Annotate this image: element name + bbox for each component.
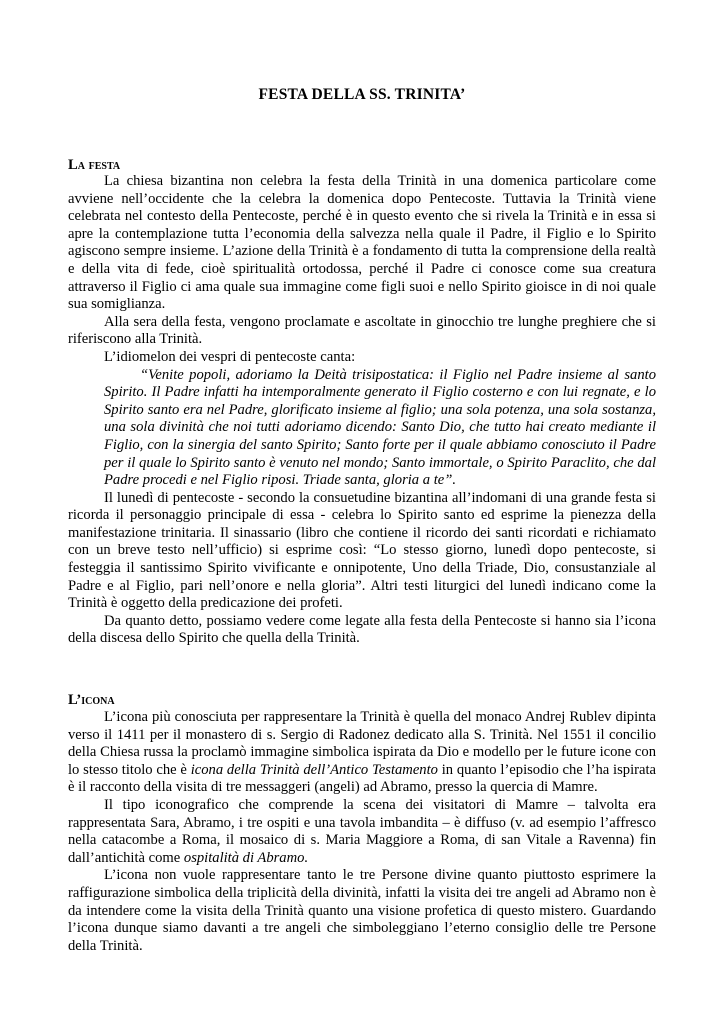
paragraph-icona-1: [68, 709, 656, 797]
paragraph-festa-1: La chiesa bizantina non celebra la festa della Trinità in una domenica particolare come avviene nell’occidente che la celebra la domenica dopo Pentecoste. Tuttavia la Trinità viene celebrata nel contesto della Pentecoste, perché è in questo evento che si rivela la Trinità e in essa si apre la contemplazione tutta l’economia della salvezza nella quale il Padre, il Figlio e lo Spirito agiscono sempre insieme. L’azione della Trinità è a fondamento di tutta la comprensione della realtà e della vita di fede, cioè spiritualità ortodossa, perché il Padre ci conosce come sua creatura attraverso il Figlio ci ama quale sua immagine come figli suoi e nello Spirito gioisce in di noi quale sua somiglianza.: [68, 173, 656, 313]
paragraph-icona-1-text-a: L’icona più conosciuta per rappresentare la Trinità è quella del monaco Andrej Rublev dipinta verso il 1411 per il monastero di s. Sergio di Radonez dedicato alla S. Trinità. Nel 1551 il concilio della Chiesa russa la proclamò immagine simbolica ispirata da Dio e modello per le future icone con lo stesso titolo che è: [68, 709, 656, 778]
paragraph-icona-1-text-b: in quanto l’episodio che l’ha ispirata è il racconto della visita di tre messaggeri (angeli) ad Abramo, presso la quercia di Mamre.: [68, 761, 656, 796]
page-title: FESTA DELLA SS. TRINITA’: [258, 86, 466, 103]
paragraph-icona-2-emphasis: ospitalità di Abramo.: [183, 849, 309, 866]
paragraph-icona-2-text-a: Il tipo iconografico che comprende la scena dei visitatori di Mamre – talvolta era rappresentata Sara, Abramo, i tre ospiti e una tavola imbandita – è diffuso (v. ad esempio l’affresco nella catacombe a Roma, il mosaico di s. Maria Maggiore a Roma, di san Vitale a Ravenna) fin dall’antichità come: [68, 796, 656, 866]
section-heading-icona: L’icona: [68, 692, 115, 708]
paragraph-festa-3: L’idiomelon dei vespri di pentecoste canta:: [104, 348, 356, 365]
paragraph-icona-3: L’icona non vuole rappresentare tanto le tre Persone divine quanto piuttosto esprimere la raffigurazione simbolica della triplicità della divinità, infatti la visita dei tre angeli ad Abramo non è da intendere come la visita della Trinità quanto una visione profetica di questo mistero. Guardando l’icona dunque siamo davanti a tre angeli che simboleggiano l’eterno consiglio delle tre Persone della Trinità.: [68, 867, 656, 954]
section-icona-body: [68, 709, 656, 955]
paragraph-festa-5: Da quanto detto, possiamo vedere come legate alla festa della Pentecoste si hanno sia l’icona della discesa dello Spirito che quella della Trinità.: [68, 612, 656, 647]
quote-idiomelon: “Venite popoli, adoriamo la Deità trisipostatica: il Figlio nel Padre insieme al santo Spirito. Il Padre infatti ha intemporalmente generato il Figlio costerno e con lui regnate, e lo Spirito santo era nel Padre, glorificato insieme al figlio; una sola potenza, una sola sostanza, una sola divinità che noi tutti adoriamo dicendo: Santo Dio, che tutto hai creato mediante il Figlio, con la sinergia del santo Spirito; Santo forte per il quale abbiamo conosciuto il Padre per il quale lo Spirito santo è venuto nel mondo; Santo immortale, o Spirito Paraclito, che dal Padre procedi e nel Figlio riposi. Triade santa, gloria a te”.: [104, 366, 656, 489]
paragraph-festa-4: Il lunedì di pentecoste - secondo la consuetudine bizantina all’indomani di una grande festa si ricorda il personaggio principale di essa - celebra lo Spirito santo ed esprime la pienezza della manifestazione trinitaria. Il sinassario (libro che contiene il ricordo dei santi ricordati e richiamato con un breve testo nell’ufficio) si esprime così: “Lo stesso giorno, lunedì dopo pentecoste, si festeggia il santissimo Spirito vivificante e onnipotente, Uno della Triade, Dio, consustanziale al Padre e al Figlio, pari nell’onore e nella gloria”. Altri testi liturgici del lunedì indicano come la Trinità è oggetto della predicazione dei profeti.: [68, 489, 656, 612]
section-festa-body: [68, 173, 656, 648]
section-heading-festa: La festa: [68, 157, 121, 173]
paragraph-icona-1-emphasis: icona della Trinità dell’Antico Testamento: [190, 761, 438, 778]
paragraph-icona-2: [68, 797, 656, 867]
paragraph-festa-2: Alla sera della festa, vengono proclamate e ascoltate in ginocchio tre lunghe preghiere che si riferiscono alla Trinità.: [68, 313, 656, 348]
